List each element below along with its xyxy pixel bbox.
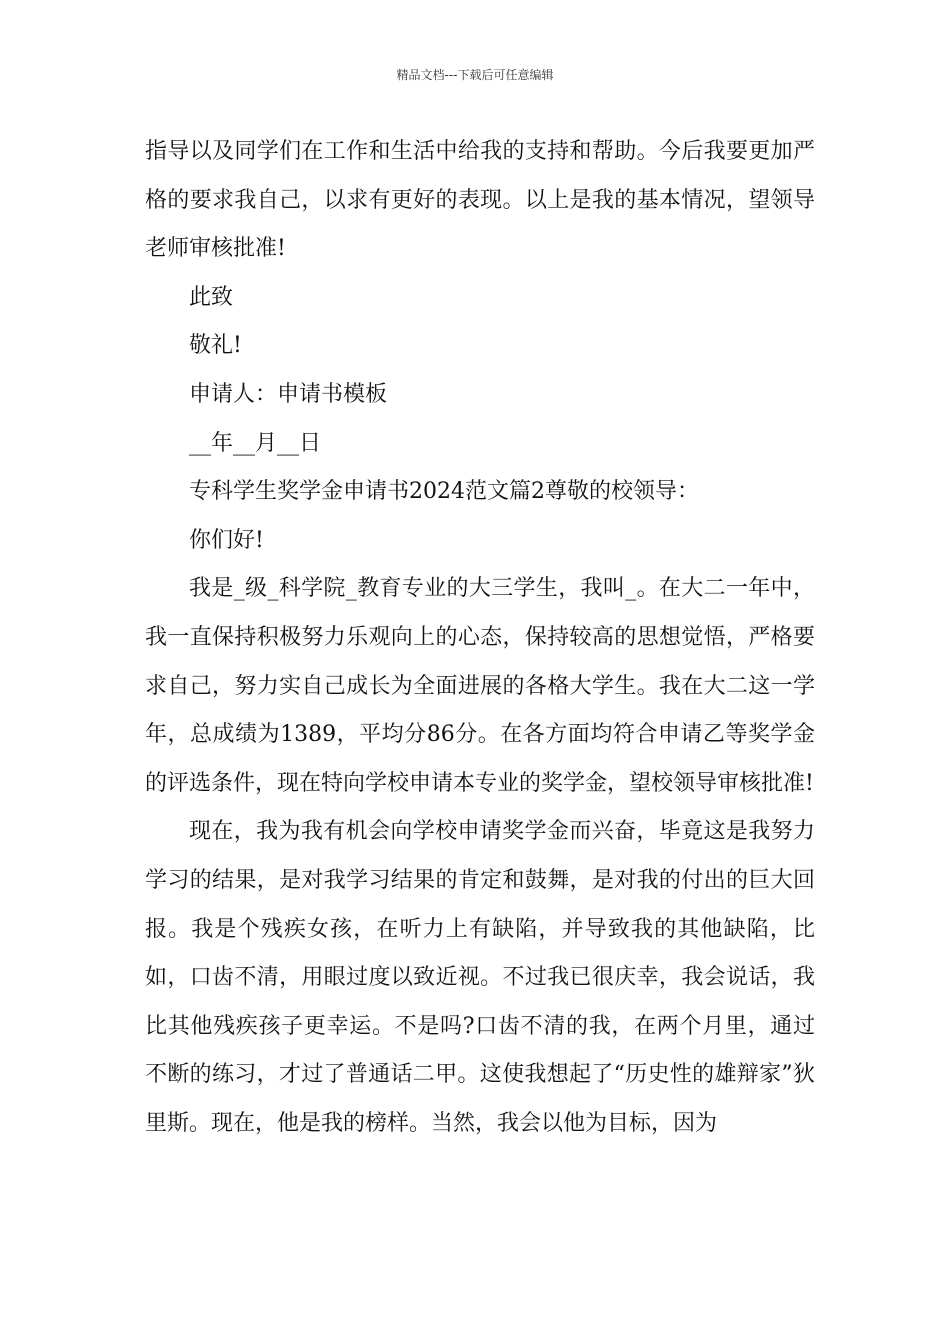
paragraph-closing-thanks: 指导以及同学们在工作和生活中给我的支持和帮助。今后我要更加严格的要求我自己，以求有更好的表现。以上是我的基本情况，望领导老师审核批准! [145, 139, 815, 262]
page-header: 精品文档---下载后可任意编辑 [396, 68, 554, 82]
paragraph-section-title: 专科学生奖学金申请书2024范文篇2尊敬的校领导： [189, 479, 699, 505]
document-body [145, 128, 815, 1148]
paragraph-story: 现在，我为我有机会向学校申请奖学金而兴奋，毕竟这是我努力学习的结果，是对我学习结果的肯定和鼓舞，是对我的付出的巨大回报。我是个残疾女孩，在听力上有缺陷，并导致我的其他缺陷，比如，口齿不清，用眼过度以致近视。不过我已很庆幸，我会说话，我比其他残疾孩子更幸运。不是吗?口齿不清的我，在两个月里，通过不断的练习，才过了普通话二甲。这使我想起了“历史性的雄辩家”狄里斯。现在，他是我的榜样。当然，我会以他为目标，因为 [145, 819, 815, 1136]
paragraph-date: __年__月__日 [189, 430, 322, 456]
paragraph-greeting: 你们好! [189, 527, 264, 553]
paragraph-applicant: 申请人：申请书模板 [189, 381, 388, 407]
paragraph-introduction: 我是_级_科学院_教育专业的大三学生，我叫_。在大二一年中，我一直保持积极努力乐观向上的心态，保持较高的思想觉悟，严格要求自己，努力实自己成长为全面进展的各格大学生。我在大二这一学年，总成绩为1389，平均分86分。在各方面均符合申请乙等奖学金的评选条件，现在特向学校申请本专业的奖学金，望校领导审核批准! [145, 576, 816, 796]
paragraph-salutation-jingli: 敬礼! [189, 333, 242, 359]
paragraph-salutation-cizhi: 此致 [189, 284, 234, 310]
